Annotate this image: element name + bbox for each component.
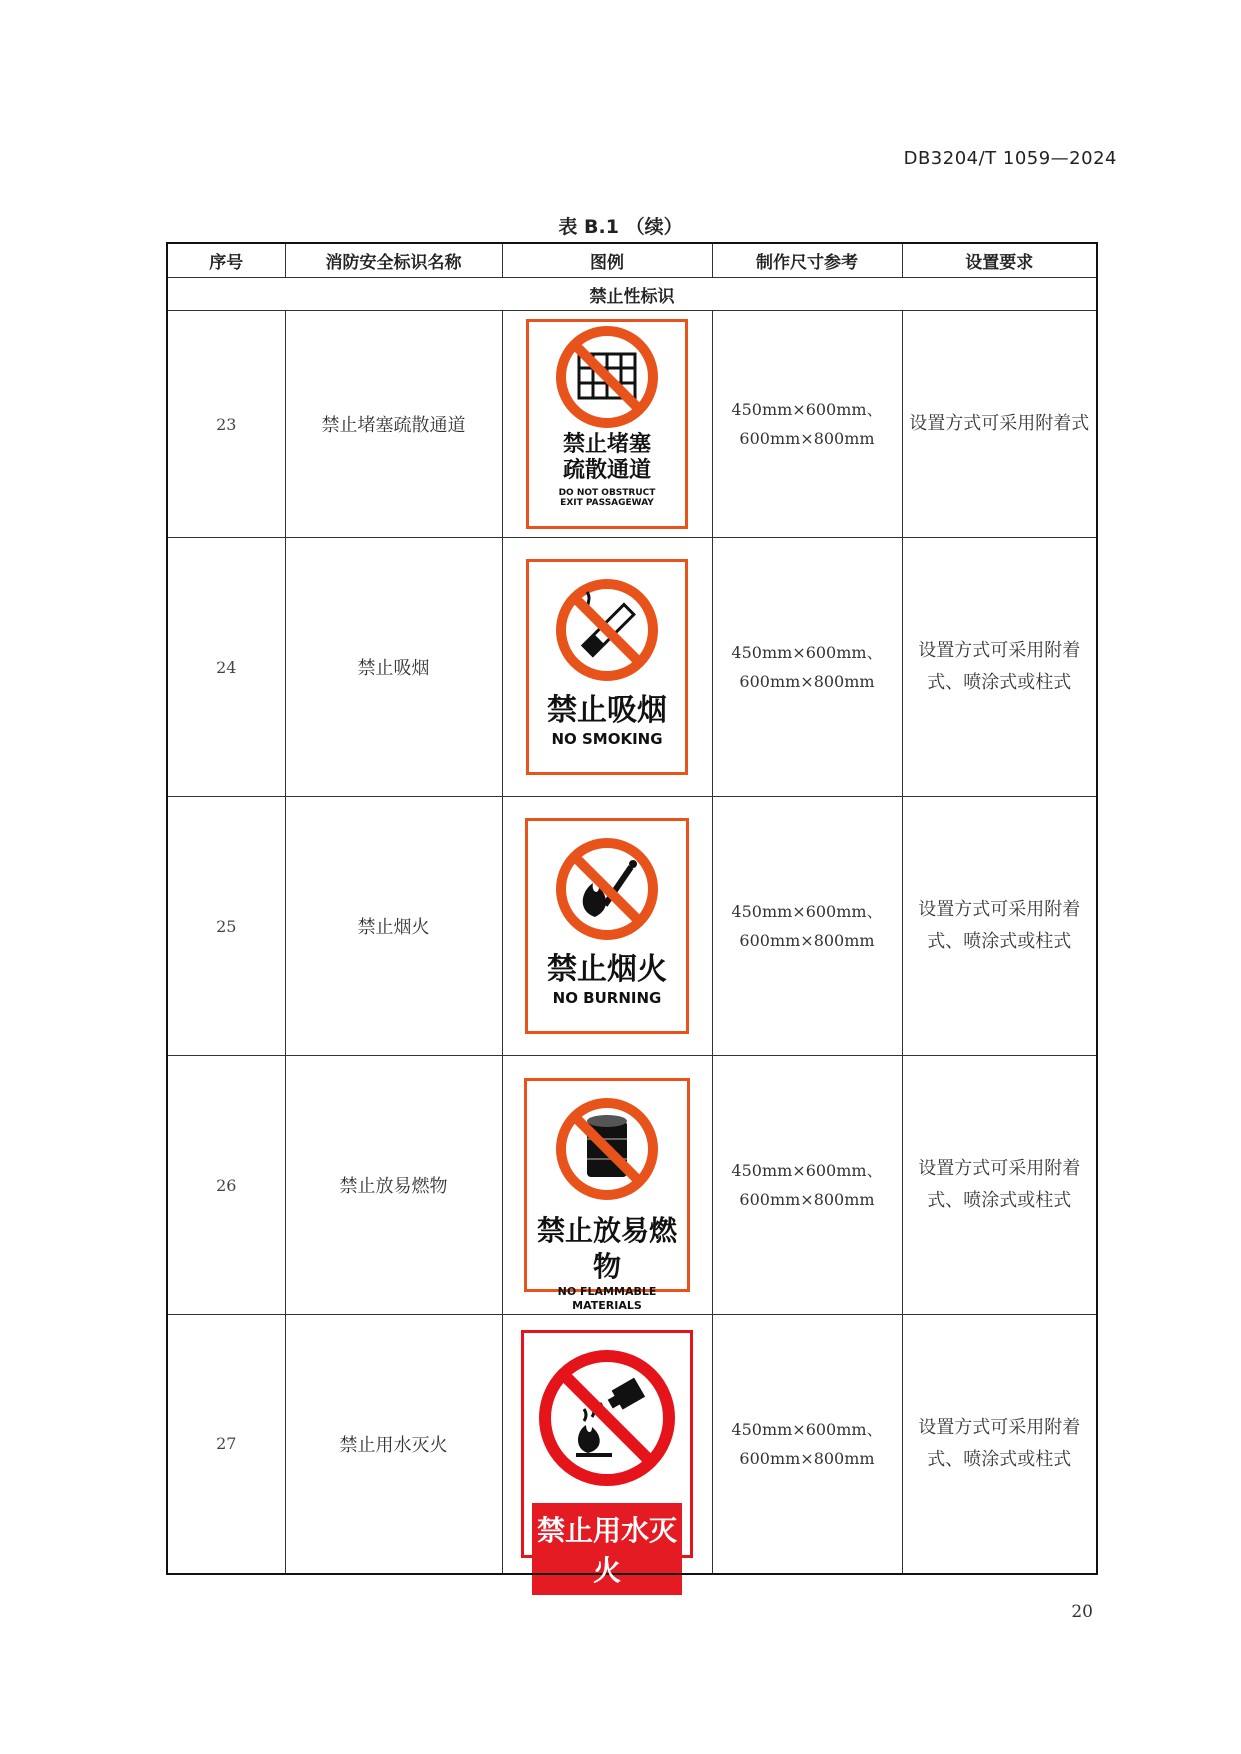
column-header: 消防安全标识名称: [285, 243, 502, 278]
sign-text-en: NO SMOKING: [551, 730, 663, 748]
table-row: [167, 311, 1097, 538]
row-number: 24: [167, 538, 285, 797]
size-line: 450mm×600mm、: [731, 1161, 883, 1180]
size-line: 450mm×600mm、: [731, 643, 883, 662]
setting-requirement: [902, 311, 1097, 538]
requirement-line: 设置方式可采用附着式: [909, 413, 1090, 434]
sign-text-cn: 疏散通道: [562, 458, 651, 483]
row-number: 25: [167, 797, 285, 1056]
requirement-line: 设置方式可采用附着: [918, 899, 1081, 920]
size-line: 600mm×800mm: [739, 672, 875, 691]
sign-legend-cell: [502, 311, 712, 538]
sign-text-cn: 禁止堵塞: [562, 432, 651, 457]
sign-legend-cell: [502, 1315, 712, 1587]
section-title: 禁止性标识: [167, 278, 1097, 311]
size-line: 600mm×800mm: [739, 429, 875, 448]
fire-safety-sign-table: [166, 242, 1098, 1587]
table-row: [167, 797, 1097, 1056]
sign-text-en: NO FLAMMABLE MATERIALS: [557, 1285, 657, 1312]
size-line: 450mm×600mm、: [731, 400, 883, 419]
size-line: 600mm×800mm: [739, 1448, 875, 1468]
setting-requirement: [902, 797, 1097, 1056]
column-header: 图例: [502, 243, 712, 278]
column-header: 制作尺寸参考: [712, 243, 902, 278]
table-caption: 表 B.1 （续）: [558, 216, 683, 238]
size-reference: [712, 311, 902, 538]
setting-requirement: [902, 538, 1097, 797]
sign-text-cn: 禁止吸烟: [547, 693, 667, 728]
size-line: 450mm×600mm、: [731, 1419, 883, 1439]
sign-name: 禁止堵塞疏散通道: [285, 311, 502, 538]
size-reference: [712, 1315, 902, 1574]
size-reference: [712, 797, 902, 1056]
sign-name: 禁止吸烟: [285, 538, 502, 797]
size-line: 600mm×800mm: [739, 931, 875, 950]
sign-legend-cell: [502, 1056, 712, 1315]
sign-name: 禁止烟火: [285, 797, 502, 1056]
section-row: [167, 278, 1097, 311]
table-row: [167, 1315, 1097, 1574]
setting-requirement: [902, 1056, 1097, 1315]
row-number: 27: [167, 1315, 285, 1574]
size-reference: [712, 538, 902, 797]
setting-requirement: [902, 1315, 1097, 1574]
size-reference: [712, 1056, 902, 1315]
sign-plate: [526, 559, 688, 775]
sign-text-en: DO NOT OBSTRUCT: [558, 488, 656, 498]
requirement-line: 设置方式可采用附着: [918, 640, 1081, 661]
water-on-fire-icon: [532, 1343, 682, 1493]
sign-legend-cell: [502, 538, 712, 797]
row-number: 23: [167, 311, 285, 538]
sign-plate: [521, 1330, 693, 1587]
requirement-line: 设置方式可采用附着: [918, 1158, 1081, 1179]
sign-text-en: EXIT PASSAGEWAY: [560, 498, 654, 508]
no-smoking-icon: [547, 574, 667, 686]
requirement-line: 式、喷涂式或柱式: [927, 1190, 1072, 1211]
sign-legend-cell: [502, 797, 712, 1056]
sign-plate: [525, 818, 689, 1034]
sign-text-cn: 禁止用水灭火: [532, 1503, 682, 1595]
table-header-row: [167, 243, 1097, 278]
table-row: [167, 1056, 1097, 1315]
column-header: 设置要求: [902, 243, 1097, 278]
requirement-line: 式、喷涂式或柱式: [927, 931, 1072, 952]
sign-text-cn: 禁止烟火: [547, 952, 667, 987]
size-line: 450mm×600mm、: [731, 902, 883, 921]
requirement-line: 式、喷涂式或柱式: [927, 1448, 1072, 1470]
sign-plate: [526, 319, 688, 529]
size-line: 600mm×800mm: [739, 1190, 875, 1209]
sign-text-en: NO BURNING: [552, 989, 662, 1007]
column-header: 序号: [167, 243, 285, 278]
document-code: DB3204/T 1059—2024: [903, 148, 1117, 169]
sign-text-cn: 禁止放易燃物: [536, 1214, 677, 1283]
sign-name: 禁止放易燃物: [285, 1056, 502, 1315]
oil-drum-icon: [547, 1093, 667, 1205]
sign-plate: [524, 1078, 690, 1312]
table-row: [167, 538, 1097, 797]
sign-name: 禁止用水灭火: [285, 1315, 502, 1574]
blocked-passage-icon: [547, 322, 667, 432]
requirement-line: 式、喷涂式或柱式: [927, 672, 1072, 693]
row-number: 26: [167, 1056, 285, 1315]
requirement-line: 设置方式可采用附着: [918, 1416, 1081, 1438]
page-number: 20: [1071, 1602, 1093, 1622]
no-burning-icon: [547, 833, 667, 945]
